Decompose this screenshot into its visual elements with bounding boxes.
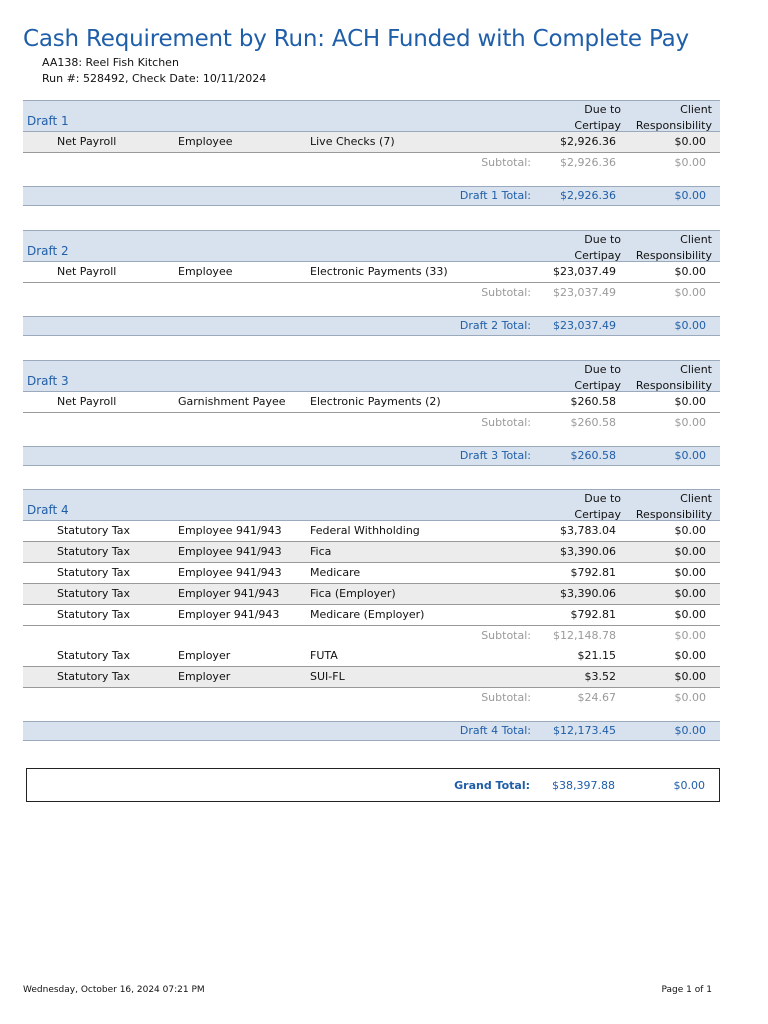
client-cell: $0.00: [674, 524, 706, 537]
draft-section-2: [23, 230, 720, 336]
subtotal-due: $260.58: [570, 416, 616, 429]
description-cell: Medicare (Employer): [310, 608, 425, 621]
draft-total-client: $0.00: [674, 724, 706, 737]
description-cell: SUI-FL: [310, 670, 345, 683]
payee-cell: Employer: [178, 649, 231, 662]
due-cell: $792.81: [570, 608, 616, 621]
client-cell: $0.00: [674, 135, 706, 148]
subtotal-due: $24.67: [577, 691, 616, 704]
draft-section-3: [23, 360, 720, 466]
description-cell: Live Checks (7): [310, 135, 395, 148]
draft-total-due: $260.58: [570, 449, 616, 462]
subtotal-due: $23,037.49: [553, 286, 616, 299]
grand-total-box: [26, 768, 720, 802]
description-cell: Fica: [310, 545, 332, 558]
description-cell: Electronic Payments (2): [310, 395, 441, 408]
grand-total-due: $38,397.88: [552, 779, 615, 792]
due-cell: $23,037.49: [553, 265, 616, 278]
draft-name: Draft 4: [27, 503, 69, 517]
grand-total-client: $0.00: [673, 779, 705, 792]
due-cell: $260.58: [570, 395, 616, 408]
report-title: Cash Requirement by Run: ACH Funded with Complete Pay: [23, 26, 689, 52]
table-row: [23, 646, 720, 667]
due-cell: $3.52: [584, 670, 616, 683]
run-info: Run #: 528492, Check Date: 10/11/2024: [42, 72, 267, 85]
table-row: [23, 563, 720, 584]
category-cell: Statutory Tax: [57, 524, 131, 537]
category-cell: Net Payroll: [57, 135, 117, 148]
category-cell: Statutory Tax: [57, 566, 131, 579]
subtotal-client: $0.00: [674, 156, 706, 169]
draft-total-row: [23, 721, 720, 741]
table-row: [23, 605, 720, 626]
payee-cell: Employer 941/943: [178, 608, 280, 621]
due-cell: $3,390.06: [560, 545, 616, 558]
description-cell: Federal Withholding: [310, 524, 420, 537]
footer-timestamp: Wednesday, October 16, 2024 07:21 PM: [23, 985, 205, 995]
subtotal-client: $0.00: [674, 286, 706, 299]
client-cell: $0.00: [674, 670, 706, 683]
due-to-certipay-header: Due to Certipay: [574, 233, 621, 262]
subtotal-row: [23, 413, 720, 433]
due-cell: $21.15: [577, 649, 616, 662]
subtotal-label: Subtotal:: [481, 691, 531, 704]
subtotal-row: [23, 283, 720, 303]
table-row: [23, 132, 720, 153]
draft-name: Draft 1: [27, 114, 69, 128]
payee-cell: Employee 941/943: [178, 545, 282, 558]
draft-total-row: [23, 186, 720, 206]
draft-total-client: $0.00: [674, 189, 706, 202]
category-cell: Statutory Tax: [57, 587, 131, 600]
draft-header: [23, 360, 720, 392]
draft-total-client: $0.00: [674, 319, 706, 332]
draft-header: [23, 100, 720, 132]
table-row: [23, 392, 720, 413]
subtotal-label: Subtotal:: [481, 286, 531, 299]
client-responsibility-header: Client Responsibility: [635, 492, 712, 521]
subtotal-due: $12,148.78: [553, 629, 616, 642]
category-cell: Net Payroll: [57, 395, 117, 408]
due-to-certipay-header: Due to Certipay: [574, 103, 621, 132]
category-cell: Statutory Tax: [57, 670, 131, 683]
due-to-certipay-header: Due to Certipay: [574, 492, 621, 521]
company-name: AA138: Reel Fish Kitchen: [42, 56, 179, 69]
due-cell: $2,926.36: [560, 135, 616, 148]
draft-total-client: $0.00: [674, 449, 706, 462]
footer-page-number: Page 1 of 1: [661, 985, 712, 995]
draft-total-due: $2,926.36: [560, 189, 616, 202]
category-cell: Statutory Tax: [57, 545, 131, 558]
draft-total-label: Draft 2 Total:: [459, 319, 531, 332]
client-responsibility-header: Client Responsibility: [635, 233, 712, 262]
table-row: [23, 542, 720, 563]
draft-total-due: $23,037.49: [553, 319, 616, 332]
client-cell: $0.00: [674, 649, 706, 662]
draft-total-due: $12,173.45: [553, 724, 616, 737]
draft-total-label: Draft 3 Total:: [459, 449, 531, 462]
description-cell: Electronic Payments (33): [310, 265, 448, 278]
subtotal-label: Subtotal:: [481, 629, 531, 642]
table-row: [23, 667, 720, 688]
subtotal-due: $2,926.36: [560, 156, 616, 169]
draft-section-4: [23, 489, 720, 741]
client-responsibility-header: Client Responsibility: [635, 103, 712, 132]
table-row: [23, 262, 720, 283]
draft-header: [23, 230, 720, 262]
payee-cell: Employee 941/943: [178, 566, 282, 579]
draft-name: Draft 2: [27, 244, 69, 258]
draft-total-row: [23, 446, 720, 466]
grand-total-label: Grand Total:: [454, 779, 530, 792]
draft-name: Draft 3: [27, 374, 69, 388]
client-cell: $0.00: [674, 608, 706, 621]
subtotal-row: [23, 626, 720, 646]
subtotal-label: Subtotal:: [481, 416, 531, 429]
description-cell: Medicare: [310, 566, 361, 579]
category-cell: Statutory Tax: [57, 649, 131, 662]
client-cell: $0.00: [674, 587, 706, 600]
draft-total-label: Draft 4 Total:: [459, 724, 531, 737]
subtotal-label: Subtotal:: [481, 156, 531, 169]
due-cell: $3,783.04: [560, 524, 616, 537]
client-cell: $0.00: [674, 545, 706, 558]
category-cell: Net Payroll: [57, 265, 117, 278]
payee-cell: Employer: [178, 670, 231, 683]
draft-total-label: Draft 1 Total:: [459, 189, 531, 202]
table-row: [23, 584, 720, 605]
client-cell: $0.00: [674, 265, 706, 278]
client-responsibility-header: Client Responsibility: [635, 363, 712, 392]
subtotal-client: $0.00: [674, 416, 706, 429]
description-cell: Fica (Employer): [310, 587, 396, 600]
subtotal-client: $0.00: [674, 629, 706, 642]
category-cell: Statutory Tax: [57, 608, 131, 621]
subtotal-row: [23, 688, 720, 708]
draft-total-row: [23, 316, 720, 336]
subtotal-client: $0.00: [674, 691, 706, 704]
description-cell: FUTA: [310, 649, 338, 662]
table-row: [23, 521, 720, 542]
due-cell: $3,390.06: [560, 587, 616, 600]
payee-cell: Employee 941/943: [178, 524, 282, 537]
client-cell: $0.00: [674, 566, 706, 579]
payee-cell: Employee: [178, 265, 233, 278]
payee-cell: Employer 941/943: [178, 587, 280, 600]
due-cell: $792.81: [570, 566, 616, 579]
client-cell: $0.00: [674, 395, 706, 408]
draft-header: [23, 489, 720, 521]
payee-cell: Garnishment Payee: [178, 395, 286, 408]
draft-section-1: [23, 100, 720, 206]
due-to-certipay-header: Due to Certipay: [574, 363, 621, 392]
payee-cell: Employee: [178, 135, 233, 148]
subtotal-row: [23, 153, 720, 173]
